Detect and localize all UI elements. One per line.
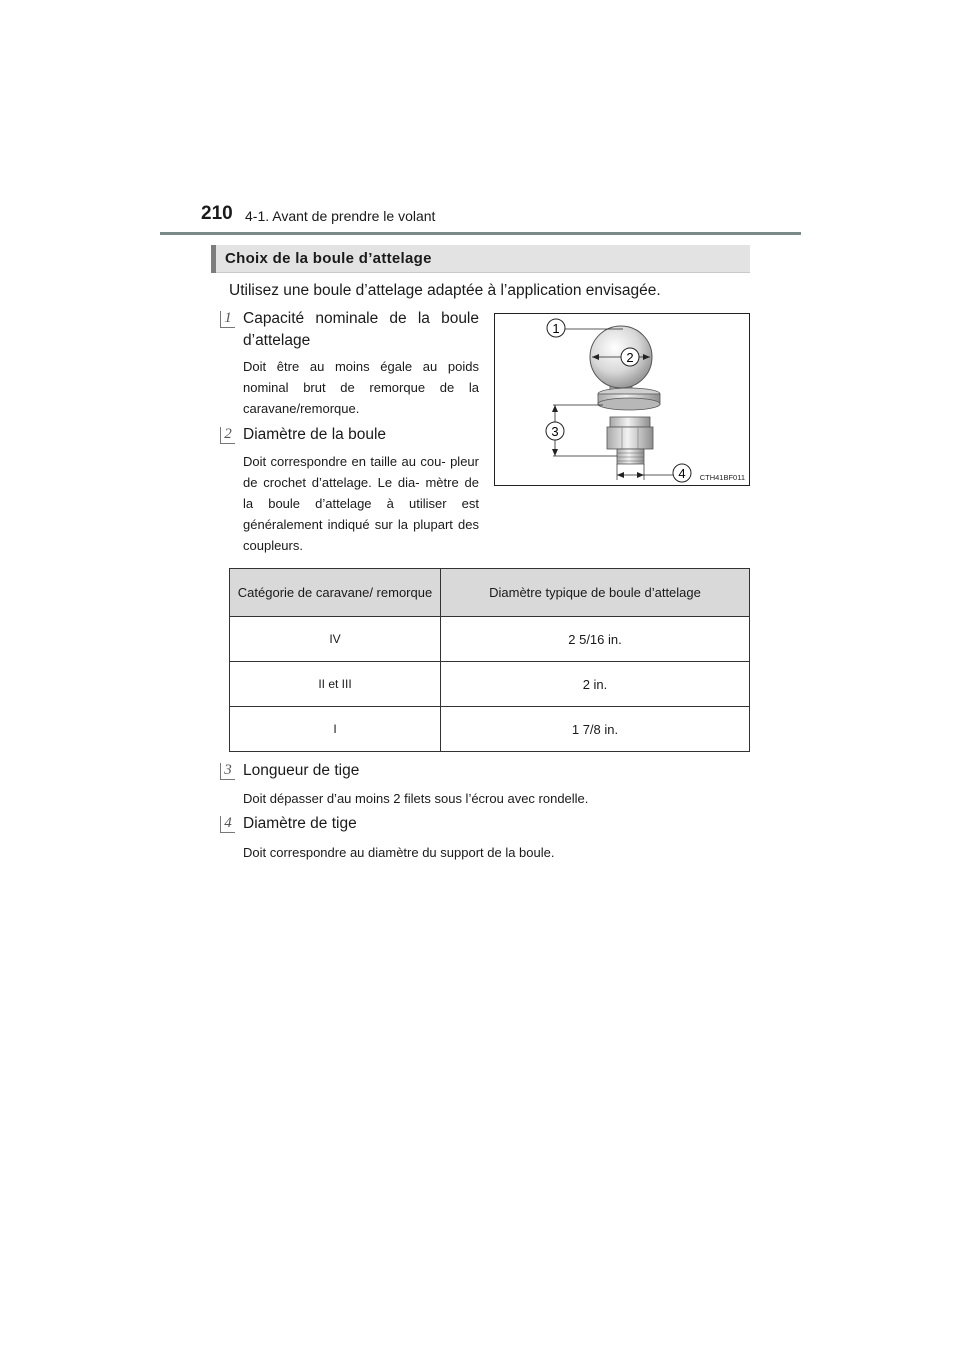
item-title-3: Longueur de tige xyxy=(243,762,360,779)
table-row xyxy=(230,707,750,752)
table-cell-category: IV xyxy=(230,617,441,662)
figure-code: CTH41BF011 xyxy=(699,473,745,482)
section-title: Choix de la boule d’attelage xyxy=(225,250,432,267)
table-header-diameter: Diamètre typique de boule d’attelage xyxy=(441,569,750,617)
callout-2 xyxy=(621,348,639,366)
table-cell-category: I xyxy=(230,707,441,752)
item-number-3: 3 xyxy=(220,763,235,780)
section-accent xyxy=(211,245,216,273)
header-rule xyxy=(160,232,801,235)
ball-diameter-table xyxy=(229,568,750,752)
tow-ball-figure xyxy=(494,313,750,486)
item-number-2: 2 xyxy=(220,427,235,444)
item-number-1: 1 xyxy=(220,311,235,328)
svg-text:2: 2 xyxy=(626,350,634,365)
item-body-3: Doit dépasser d’au moins 2 filets sous l’écrou avec rondelle. xyxy=(243,791,589,806)
table-cell-category: II et III xyxy=(230,662,441,707)
table-row xyxy=(230,617,750,662)
intro-text: Utilisez une boule d’attelage adaptée à l’application envisagée. xyxy=(229,282,661,299)
item-body-2: Doit correspondre en taille au cou- pleur de crochet d’attelage. Le dia- mètre de la boule d’attelage à utiliser est généralement indiqué sur la plupart des coupleurs. xyxy=(243,454,479,553)
item-body-1: Doit être au moins égale au poids nominal brut de remorque de la caravane/remorque. xyxy=(243,359,479,416)
table-row xyxy=(230,662,750,707)
item-number-4: 4 xyxy=(220,816,235,833)
svg-text:4: 4 xyxy=(678,466,686,481)
tow-ball-illustration xyxy=(495,314,751,487)
section-bar xyxy=(211,245,750,273)
table-header-row xyxy=(230,569,750,617)
table-cell-diameter: 1 7/8 in. xyxy=(441,707,750,752)
page-number: 210 xyxy=(201,203,233,224)
item-body-4: Doit correspondre au diamètre du support de la boule. xyxy=(243,845,555,860)
item-title-4: Diamètre de tige xyxy=(243,815,357,832)
svg-text:1: 1 xyxy=(552,321,560,336)
item-title-1: Capacité nominale de la boule d’attelage xyxy=(243,310,479,349)
table-cell-diameter: 2 5/16 in. xyxy=(441,617,750,662)
item-title-2: Diamètre de la boule xyxy=(243,426,387,443)
callout-1 xyxy=(547,319,565,337)
callout-4 xyxy=(673,464,691,482)
chapter-title: 4-1. Avant de prendre le volant xyxy=(245,208,436,224)
callout-3 xyxy=(546,422,564,440)
table-cell-diameter: 2 in. xyxy=(441,662,750,707)
svg-text:3: 3 xyxy=(551,424,559,439)
table-header-category: Catégorie de caravane/ remorque xyxy=(230,569,441,617)
